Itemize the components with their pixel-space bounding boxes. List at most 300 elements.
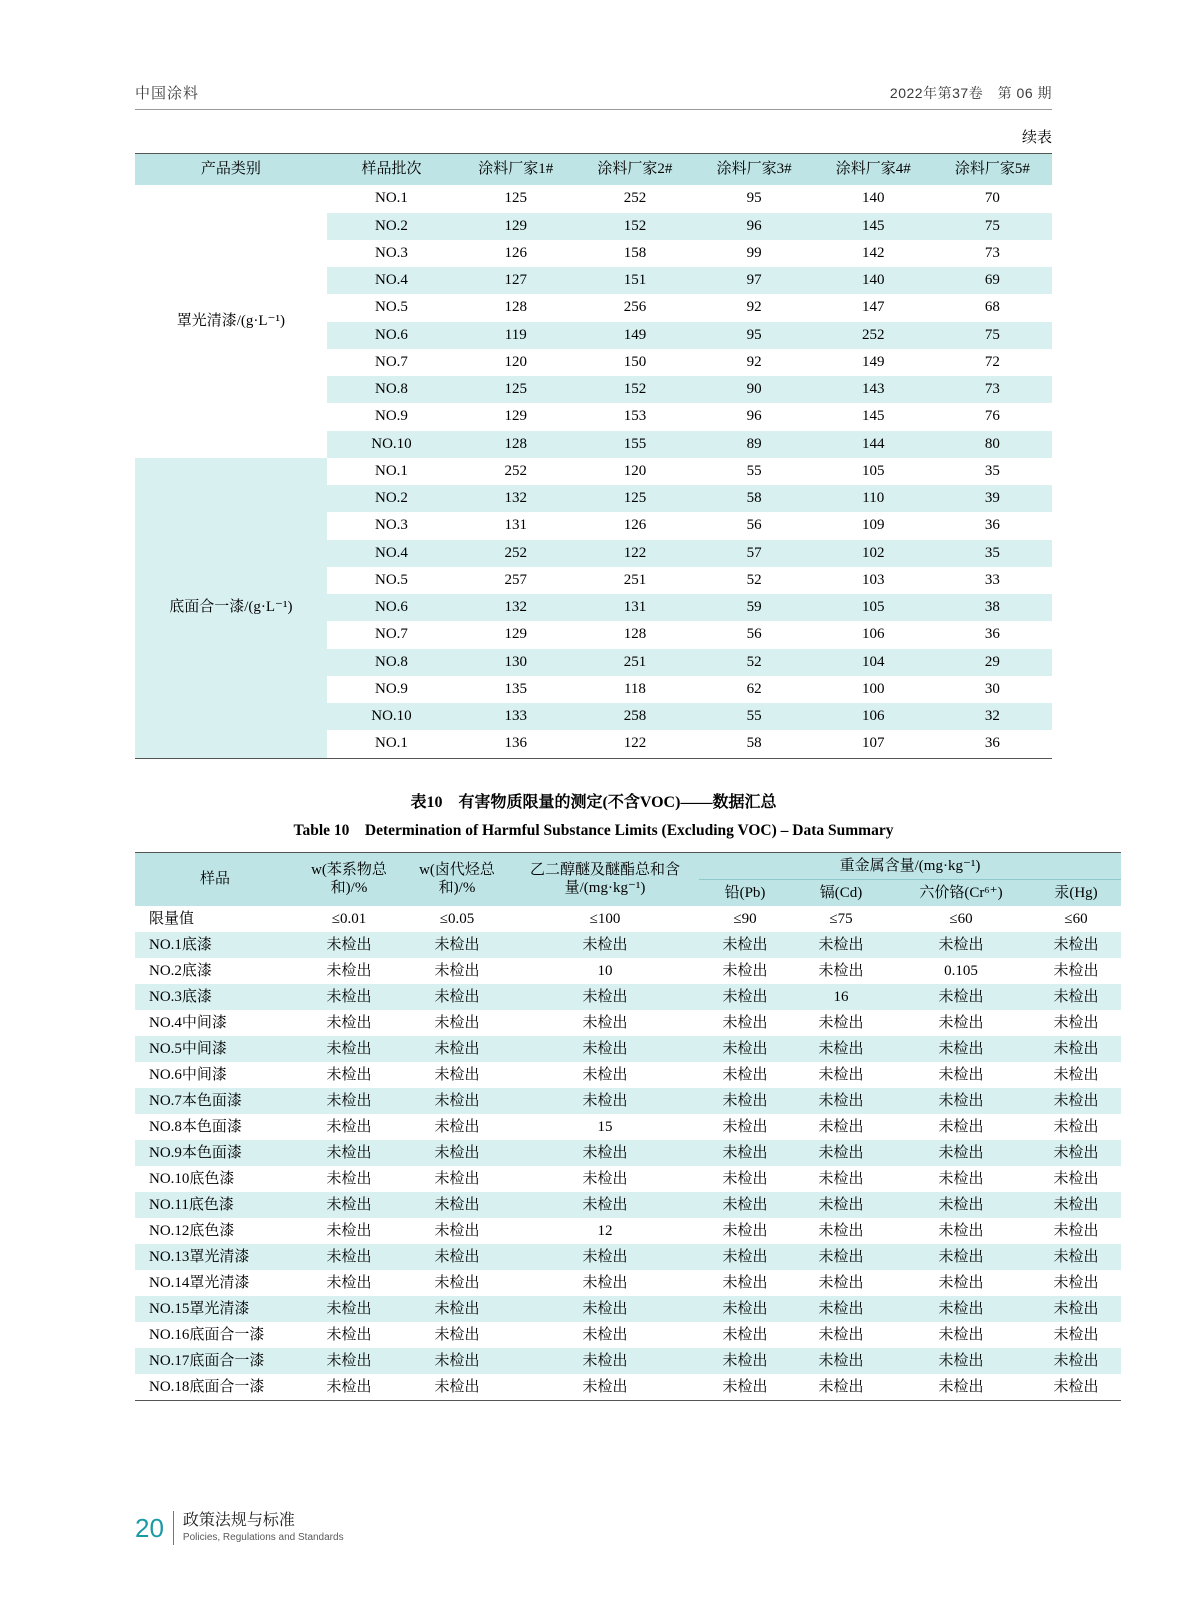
cell-sample: NO.4中间漆 [149,1014,227,1031]
cell: 未检出 [699,1036,791,1062]
footer-section-en: Policies, Regulations and Standards [182,1532,344,1544]
cell: 95 [695,322,814,349]
cell: NO.10 [327,703,457,730]
cell: 未检出 [699,1296,791,1322]
cell: 252 [623,190,647,207]
cell: 132 [456,594,575,621]
cell: 未检出 [791,1348,891,1374]
cell: 未检出 [582,1378,628,1395]
col-header-benzene: w(苯系物总和)/% [295,852,403,906]
cell: 90 [695,376,814,403]
cell: 未检出 [791,1192,891,1218]
cell: 未检出 [891,932,1031,958]
cell-category-primer-topcoat: 底面合一漆/(g·L⁻¹) [135,458,327,758]
cell: NO.4 [327,267,457,294]
cell: 未检出 [1053,1118,1099,1135]
cell: 129 [456,213,575,240]
cell: 119 [456,322,575,349]
cell: NO.5 [374,299,408,316]
cell: 未检出 [434,1066,480,1083]
issue-info: 2022年第37卷 第 06 期 [889,85,1052,101]
cell: 89 [695,431,814,458]
cell: 140 [814,267,933,294]
cell: 125 [456,376,575,403]
cell: 未检出 [938,1222,984,1239]
cell: 未检出 [891,984,1031,1010]
header-divider [135,109,1052,110]
cell: 126 [504,244,528,261]
cell: 未检出 [295,1296,403,1322]
cell: 252 [456,540,575,567]
cell: 未检出 [818,1378,864,1395]
cell: 未检出 [722,1118,768,1135]
cell: 未检出 [699,1192,791,1218]
cell: 未检出 [582,1014,628,1031]
table-row [135,1244,1121,1270]
cell: 未检出 [434,1326,480,1343]
cell: 未检出 [818,1222,864,1239]
cell: 未检出 [403,1036,511,1062]
cell: 未检出 [791,1244,891,1270]
table-row [135,932,1121,958]
cell: 未检出 [791,1036,891,1062]
cell: 未检出 [326,1118,372,1135]
cell: 29 [933,649,1052,676]
col-header-chromium: 六价铬(Cr⁶⁺) [891,879,1031,906]
cell: 69 [933,267,1052,294]
cell: 36 [984,735,1000,752]
cell: 58 [746,735,762,752]
col-header-manufacturer-5: 涂料厂家5# [933,154,1052,186]
table-row [135,1140,1121,1166]
cell-sample: NO.5中间漆 [135,1036,295,1062]
table-harmful-substances [135,852,1121,1401]
cell: NO.6 [327,594,457,621]
cell: 35 [933,540,1052,567]
cell: 未检出 [434,962,480,979]
cell: 257 [504,571,528,588]
cell: 106 [814,703,933,730]
table-row [135,1036,1121,1062]
cell: 252 [504,462,528,479]
cell: ≤75 [829,910,853,927]
cell: 152 [575,376,694,403]
cell: 122 [623,735,647,752]
col-header-manufacturer-2: 涂料厂家2# [575,154,694,186]
cell-sample: NO.16底面合一漆 [149,1326,265,1343]
cell: 未检出 [818,1014,864,1031]
cell: 92 [746,299,762,316]
col-header-manufacturer-1: 涂料厂家1# [456,154,575,186]
cell: ≤0.01 [331,910,367,927]
cell: 32 [933,703,1052,730]
cell: 未检出 [295,1348,403,1374]
cell: 未检出 [699,932,791,958]
cell: 129 [504,626,528,643]
cell: 未检出 [326,1222,372,1239]
table-row [135,185,1052,212]
cell: 未检出 [818,1170,864,1187]
cell: 未检出 [1031,1296,1121,1322]
cell: 未检出 [722,962,768,979]
cell: 95 [746,190,762,207]
table-row [135,1114,1121,1140]
cell: NO.8 [327,376,457,403]
cell: 149 [862,353,885,370]
cell: 128 [504,299,528,316]
table-header-row [135,852,1121,879]
table-voc-continued [135,153,1052,759]
cell: 未检出 [511,1348,699,1374]
cell: 未检出 [295,1088,403,1114]
cell: 39 [933,485,1052,512]
cell: 未检出 [938,1170,984,1187]
cell: 140 [862,190,885,207]
cell: 未检出 [1053,962,1099,979]
cell: 未检出 [938,1274,984,1291]
cell-sample: NO.9本色面漆 [135,1140,295,1166]
cell: NO.8 [327,649,457,676]
cell: 131 [575,594,694,621]
page-header [135,0,1052,103]
cell: 251 [623,571,647,588]
page-footer [135,1511,344,1545]
cell: NO.9 [374,408,408,425]
cell: 150 [623,353,647,370]
table-header-row [135,154,1052,186]
cell: 122 [575,540,694,567]
cell: 未检出 [326,1274,372,1291]
cell: 未检出 [582,1274,628,1291]
journal-name: 中国涂料 [135,85,200,102]
col-header-cadmium: 镉(Cd) [791,879,891,906]
cell: 未检出 [722,1170,768,1187]
cell: 106 [862,626,885,643]
cell: 70 [984,190,1000,207]
cell: 未检出 [891,1296,1031,1322]
cell: 未检出 [891,1036,1031,1062]
cell: 142 [862,244,885,261]
cell: 153 [623,408,647,425]
table-row [135,1010,1121,1036]
cell: 133 [456,703,575,730]
cell: 131 [504,517,528,534]
cell: 未检出 [699,1140,791,1166]
cell: 96 [695,213,814,240]
cell: 30 [984,680,1000,697]
cell: 未检出 [295,1244,403,1270]
cell: 未检出 [434,1170,480,1187]
cell: 75 [933,213,1052,240]
col-header-glycol-ether: 乙二醇醚及醚酯总和含量/(mg·kg⁻¹) [511,852,699,906]
cell: 未检出 [818,1274,864,1291]
table10-caption-cn: 表10 有害物质限量的测定(不含VOC)——数据汇总 [410,793,777,811]
cell: 151 [575,267,694,294]
cell: 未检出 [511,984,699,1010]
cell: 128 [623,626,647,643]
cell: 132 [456,485,575,512]
page-number: 20 [135,1513,164,1543]
cell: 未检出 [1053,1274,1099,1291]
cell: 未检出 [891,1140,1031,1166]
footer-section-cn: 政策法规与标准 [182,1511,295,1529]
cell: 未检出 [938,1014,984,1031]
cell: 未检出 [891,1088,1031,1114]
cell: 143 [814,376,933,403]
table10-body [135,906,1121,1401]
cell: 未检出 [326,1170,372,1187]
cell: 未检出 [699,1348,791,1374]
cell-sample: NO.6中间漆 [149,1066,227,1083]
cell: 未检出 [1031,1348,1121,1374]
cell: 未检出 [326,1378,372,1395]
cell: 35 [984,462,1000,479]
cell-sample: NO.10底色漆 [149,1170,235,1187]
cell: 未检出 [1053,1222,1099,1239]
cell: 未检出 [818,962,864,979]
col-header-manufacturer-3: 涂料厂家3# [695,154,814,186]
cell: 152 [575,213,694,240]
cell: 52 [746,571,762,588]
col-header-heavy-metals: 重金属含量/(mg·kg⁻¹) [699,852,1121,879]
cell: NO.1 [374,462,408,479]
cell: 未检出 [403,1348,511,1374]
cell: 未检出 [326,962,372,979]
cell: 未检出 [1053,1066,1099,1083]
table-row [135,984,1121,1010]
cell: 16 [791,984,891,1010]
cell: 76 [984,408,1000,425]
cell: 126 [623,517,647,534]
col-header-sample: 样品 [135,852,295,906]
cell: 未检出 [818,1066,864,1083]
cell: 10 [597,962,613,979]
cell: 未检出 [326,1014,372,1031]
cell: 36 [984,626,1000,643]
table-row [135,1270,1121,1296]
cell-sample: NO.12底色漆 [149,1222,235,1239]
cell: 未检出 [818,1118,864,1135]
cell-sample: NO.11底色漆 [135,1192,295,1218]
cell: 未检出 [511,1244,699,1270]
cell: 135 [504,680,528,697]
cell: 未检出 [722,1378,768,1395]
cell: 未检出 [938,1326,984,1343]
col-header-halogenated: w(卤代烃总和)/% [403,852,511,906]
cell: 未检出 [722,1222,768,1239]
cell: 未检出 [1031,1036,1121,1062]
cell: 145 [814,213,933,240]
cell: 未检出 [295,1140,403,1166]
cell: 未检出 [434,1222,480,1239]
cell: 未检出 [1031,1088,1121,1114]
cell: 136 [504,735,528,752]
cell: 55 [746,462,762,479]
cell: NO.3 [374,517,408,534]
cell: 99 [746,244,762,261]
cell: 未检出 [938,1378,984,1395]
cell: 147 [862,299,885,316]
cell: NO.2 [327,485,457,512]
cell: 未检出 [582,1326,628,1343]
cell: 120 [504,353,528,370]
cell: 未检出 [434,1274,480,1291]
cell: 72 [984,353,1000,370]
cell: 未检出 [434,1014,480,1031]
cell: 58 [695,485,814,512]
cell: 未检出 [791,1296,891,1322]
cell-category-clearcoat: 罩光清漆/(g·L⁻¹) [135,185,327,458]
cell: 128 [456,431,575,458]
cell-sample: NO.15罩光清漆 [135,1296,295,1322]
cell: 102 [814,540,933,567]
cell: ≤60 [1064,910,1088,927]
cell: 252 [814,322,933,349]
cell: 56 [746,626,762,643]
cell: NO.4 [327,540,457,567]
cell: 155 [575,431,694,458]
cell: 未检出 [1053,1014,1099,1031]
cell: 未检出 [326,1326,372,1343]
cell: 96 [746,408,762,425]
cell: 未检出 [791,1088,891,1114]
cell-sample: NO.3底漆 [135,984,295,1010]
cell: ≤60 [949,910,973,927]
cell-sample: NO.14罩光清漆 [149,1274,250,1291]
cell: 118 [623,680,646,697]
cell: ≤0.05 [439,910,475,927]
cell: NO.7 [374,353,408,370]
cell: 未检出 [722,1014,768,1031]
cell: 未检出 [722,1066,768,1083]
cell: 未检出 [1031,1192,1121,1218]
cell: 未检出 [891,1192,1031,1218]
cell: 未检出 [938,1118,984,1135]
cell-sample: NO.8本色面漆 [149,1118,242,1135]
cell: 未检出 [403,1088,511,1114]
cell: 36 [984,517,1000,534]
cell-sample: NO.7本色面漆 [135,1088,295,1114]
cell: 未检出 [699,1244,791,1270]
cell: NO.1 [374,735,408,752]
cell: 未检出 [891,1244,1031,1270]
cell: 59 [695,594,814,621]
cell: 未检出 [511,1296,699,1322]
cell: 33 [984,571,1000,588]
cell: 107 [862,735,885,752]
cell: 73 [933,376,1052,403]
cell: 未检出 [403,932,511,958]
cell: 104 [814,649,933,676]
cell: 未检出 [699,1088,791,1114]
table-row [135,1348,1121,1374]
cell: 55 [695,703,814,730]
cell-sample: NO.1底漆 [135,932,295,958]
cell: 未检出 [295,1036,403,1062]
cell: 未检出 [295,932,403,958]
cell-sample: NO.2底漆 [149,962,212,979]
cell: 109 [862,517,885,534]
table-row [135,1062,1121,1088]
cell: NO.6 [327,322,457,349]
cell: 97 [695,267,814,294]
cell: NO.9 [374,680,408,697]
cell: 105 [862,462,885,479]
cell: ≤90 [733,910,757,927]
cell: NO.2 [327,213,457,240]
cell: 未检出 [403,1192,511,1218]
cell: 未检出 [582,1170,628,1187]
cell: 未检出 [1053,1326,1099,1343]
table-row [135,1088,1121,1114]
cell: 未检出 [403,1296,511,1322]
col-header-manufacturer-4: 涂料厂家4# [814,154,933,186]
cell: 103 [862,571,885,588]
cell: 未检出 [511,1140,699,1166]
cell: 未检出 [434,1378,480,1395]
cell: NO.10 [327,431,457,458]
cell: 258 [575,703,694,730]
cell: 125 [504,190,528,207]
cell: 251 [575,649,694,676]
cell: 92 [746,353,762,370]
cell: 未检出 [511,1036,699,1062]
cell-sample: 限量值 [149,910,195,927]
cell: 未检出 [791,1140,891,1166]
cell: NO.1 [374,190,408,207]
cell: 未检出 [891,1348,1031,1374]
cell: 未检出 [295,1192,403,1218]
table-row [135,1166,1121,1192]
table-row [135,1192,1121,1218]
cell: 256 [623,299,647,316]
cell: 158 [623,244,647,261]
col-header-mercury: 汞(Hg) [1031,879,1121,906]
footer-divider [173,1511,174,1545]
col-header-lead: 铅(Pb) [699,879,791,906]
table-row [135,906,1121,932]
cell: NO.7 [374,626,408,643]
cell: 144 [814,431,933,458]
cell-sample: NO.13罩光清漆 [135,1244,295,1270]
cell: 未检出 [403,1140,511,1166]
cell: 未检出 [582,1066,628,1083]
cell: 未检出 [722,1326,768,1343]
cell: 未检出 [1031,932,1121,958]
cell: 127 [456,267,575,294]
cell: 未检出 [938,1066,984,1083]
cell: 未检出 [699,984,791,1010]
cell: 0.105 [944,962,978,979]
cell-sample: NO.17底面合一漆 [135,1348,295,1374]
table-row [135,1296,1121,1322]
cell: 未检出 [1031,1140,1121,1166]
cell: 未检出 [511,932,699,958]
cell: 105 [814,594,933,621]
cell: 12 [597,1222,613,1239]
cell: 75 [933,322,1052,349]
cell: 未检出 [1031,1244,1121,1270]
cell: 52 [695,649,814,676]
col-header-product-type: 产品类别 [135,154,327,186]
cell: 57 [695,540,814,567]
cell: 73 [984,244,1000,261]
cell: ≤100 [589,910,621,927]
cell: 未检出 [403,984,511,1010]
cell: 110 [814,485,933,512]
cell-sample: NO.18底面合一漆 [149,1378,265,1395]
cell: 未检出 [1053,1378,1099,1395]
